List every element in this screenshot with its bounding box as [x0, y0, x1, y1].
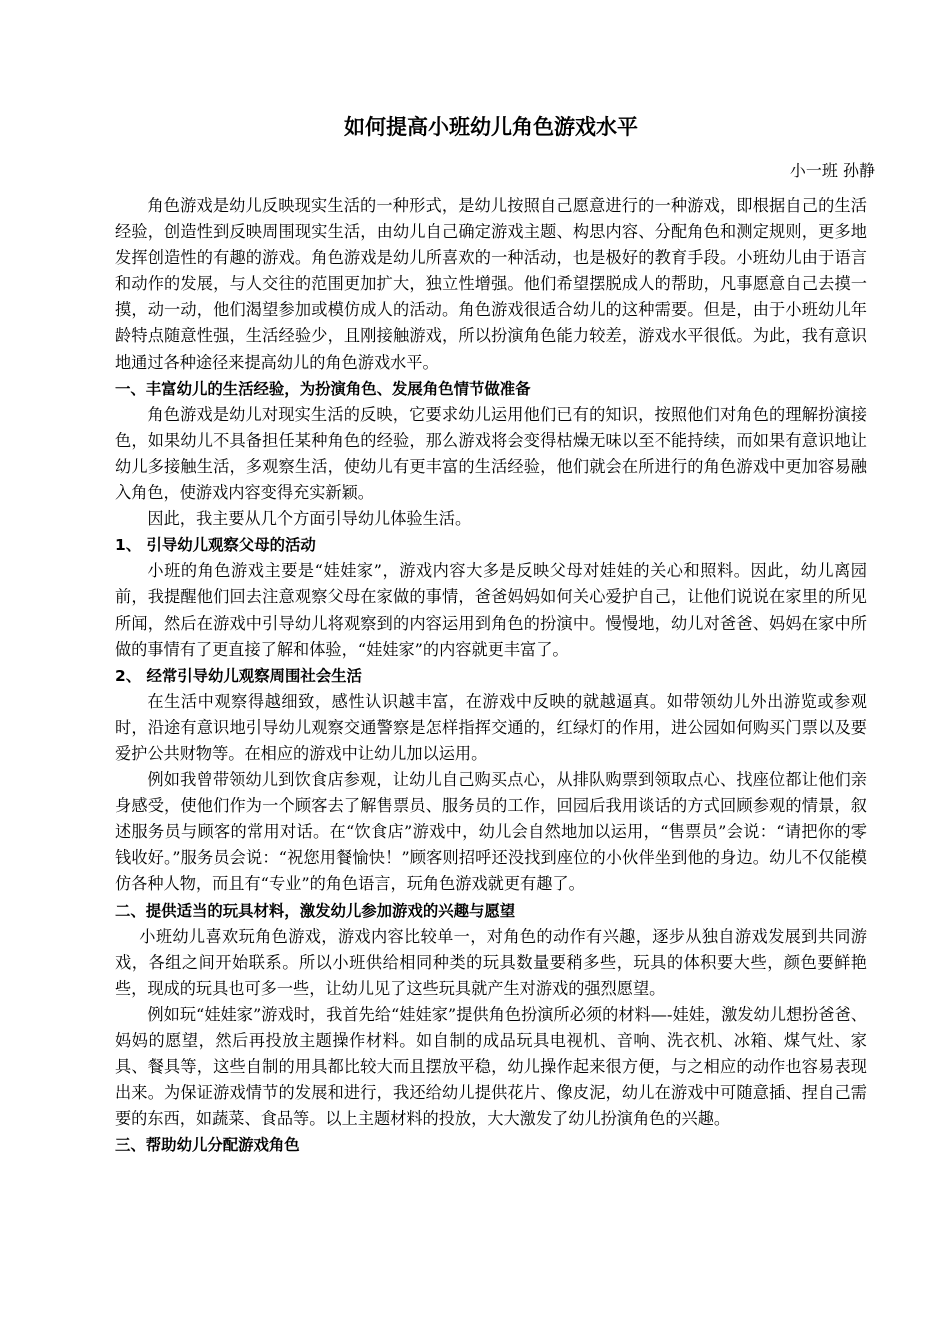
- document-author: 小一班 孙静: [789, 161, 875, 180]
- paragraph: 因此，我主要从几个方面引导幼儿体验生活。: [147, 509, 472, 529]
- section-heading-2: 二、提供适当的玩具材料，激发幼儿参加游戏的兴趣与愿望: [115, 901, 516, 920]
- subsection-heading-1: 1、 引导幼儿观察父母的活动: [115, 536, 316, 555]
- paragraph: 角色游戏是幼儿对现实生活的反映，它要求幼儿运用他们已有的知识，按照他们对角色的理解扮演接色，如果幼儿不具备担任某种角色的经验，那么游戏将会变得枯燥无味以至不能持续，而如果有意识地让幼儿多接触生活，多观察生活，使幼儿有更丰富的生活经验，他们就会在所进行的角色游戏中更加容易融入角色，使游戏内容变得充实新颖。: [115, 404, 867, 503]
- subsection-heading-2: 2、 经常引导幼儿观察周围社会生活: [115, 666, 362, 685]
- document-title: 如何提高小班幼儿角色游戏水平: [344, 115, 638, 139]
- section-heading-3: 三、帮助幼儿分配游戏角色: [115, 1136, 300, 1155]
- paragraph: 例如我曾带领幼儿到饮食店参观，让幼儿自己购买点心，从排队购票到领取点心、找座位都让他们亲身感受，使他们作为一个顾客去了解售票员、服务员的工作，回园后我用谈话的方式回顾参观的情景，叙述服务员与顾客的常用对话。在“饮食店”游戏中，幼儿会自然地加以运用，“售票员”会说：“请把你的零钱收好。”服务员会说：“祝您用餐愉快！”顾客则招呼还没找到座位的小伙伴坐到他的身边。幼儿不仅能模仿各种人物，而且有“专业”的角色语言，玩角色游戏就更有趣了。: [115, 770, 867, 894]
- paragraph: 小班的角色游戏主要是“娃娃家”，游戏内容大多是反映父母对娃娃的关心和照料。因此，幼儿离园前，我提醒他们回去注意观察父母在家做的事情，爸爸妈妈如何关心爱护自己，让他们说说在家里的所见所闻，然后在游戏中引导幼儿将观察到的内容运用到角色的扮演中。慢慢地，幼儿对爸爸、妈妈在家中所做的事情有了更直接了解和体验，“娃娃家”的内容就更丰富了。: [115, 561, 867, 659]
- paragraph: 在生活中观察得越细致，感性认识越丰富，在游戏中反映的就越逼真。如带领幼儿外出游览或参观时，沿途有意识地引导幼儿观察交通警察是怎样指挥交通的，红绿灯的作用，进公园如何购买门票以及要爱护公共财物等。在相应的游戏中让幼儿加以运用。: [115, 691, 867, 763]
- paragraph: 小班幼儿喜欢玩角色游戏，游戏内容比较单一，对角色的动作有兴趣，逐步从独自游戏发展到共同游戏，各组之间开始联系。所以小班供给相同种类的玩具数量要稍多些，玩具的体积要大些，颜色要鲜艳些，现成的玩具也可多一些，让幼儿见了这些玩具就产生对游戏的强烈愿望。: [115, 926, 867, 998]
- section-heading-1: 一、丰富幼儿的生活经验，为扮演角色、发展角色情节做准备: [115, 379, 531, 398]
- document-body: [115, 193, 867, 1158]
- paragraph: 例如玩“娃娃家”游戏时，我首先给“娃娃家”提供角色扮演所必须的材料—-娃娃，激发幼儿想扮爸爸、妈妈的愿望，然后再投放主题操作材料。如自制的成品玩具电视机、音响、洗衣机、冰箱、煤气灶、家具、餐具等，这些自制的用具都比较大而且摆放平稳，幼儿操作起来很方便，与之相应的动作也容易表现出来。为保证游戏情节的发展和进行，我还给幼儿提供花片、像皮泥，幼儿在游戏中可随意插、捏自己需要的东西，如蔬菜、食品等。以上主题材料的投放，大大激发了幼儿扮演角色的兴趣。: [115, 1004, 867, 1129]
- paragraph-intro: 角色游戏是幼儿反映现实生活的一种形式，是幼儿按照自己愿意进行的一种游戏，即根据自己的生活经验，创造性到反映周围现实生活，由幼儿自己确定游戏主题、构思内容、分配角色和测定规则，更多地发挥创造性的有趣的游戏。角色游戏是幼儿所喜欢的一种活动，也是极好的教育手段。小班幼儿由于语言和动作的发展，与人交往的范围更加扩大，独立性增强。他们希望摆脱成人的帮助，凡事愿意自己去摸一摸，动一动，他们渴望参加或模仿成人的活动。角色游戏很适合幼儿的这种需要。但是，由于小班幼儿年龄特点随意性强，生活经验少，且刚接触游戏，所以扮演角色能力较差，游戏水平很低。为此，我有意识地通过各种途径来提高幼儿的角色游戏水平。: [115, 196, 867, 372]
